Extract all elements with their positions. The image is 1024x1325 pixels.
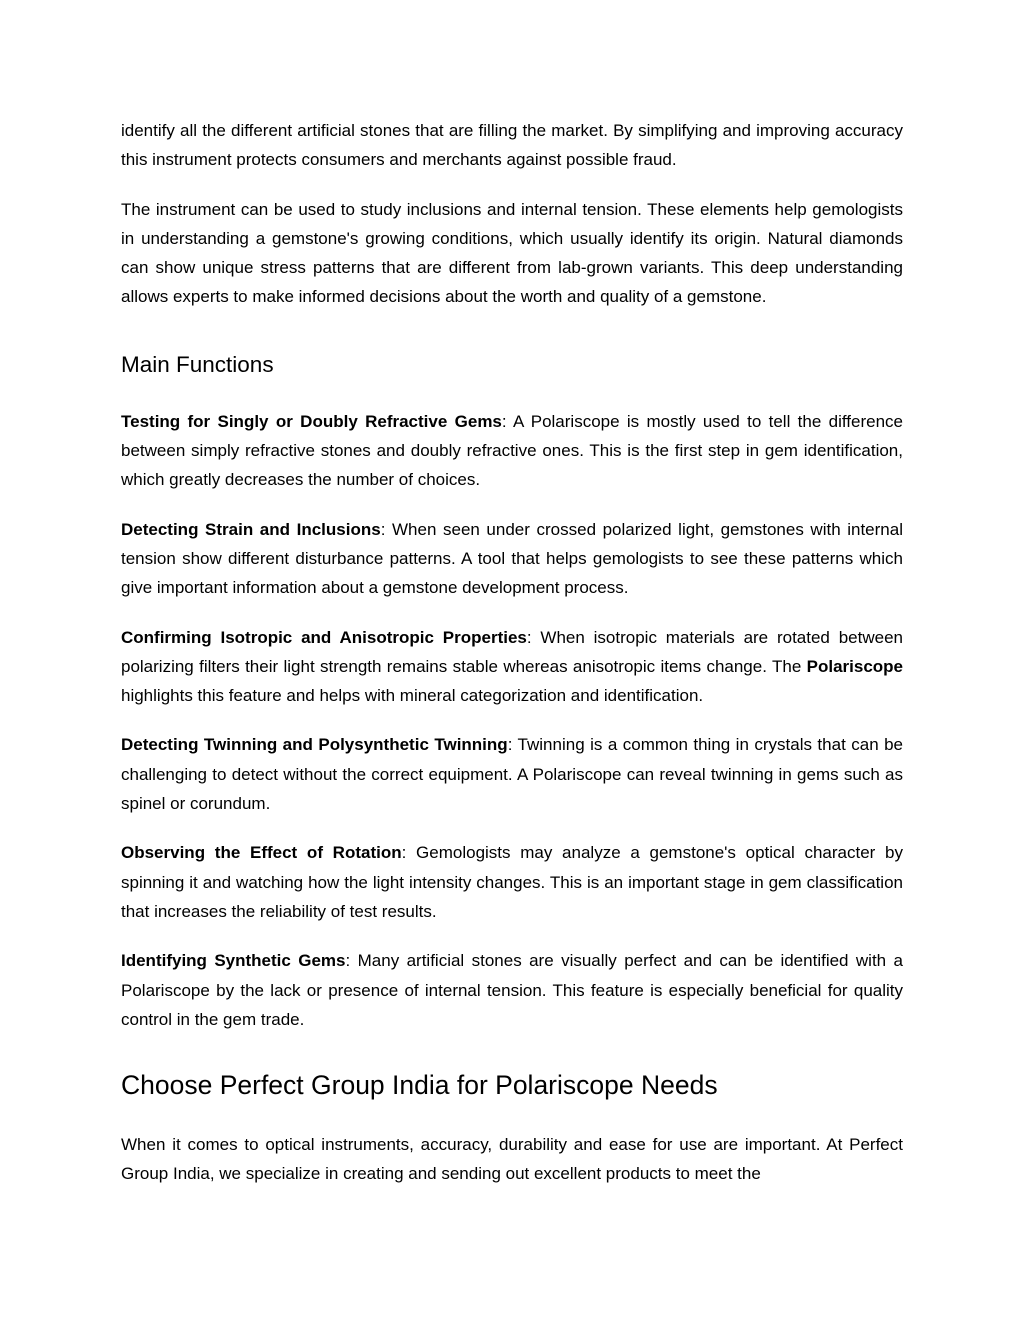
function-term: Confirming Isotropic and Anisotropic Properties: [121, 627, 527, 647]
function-item-rotation: [121, 838, 903, 926]
function-item-twinning: [121, 730, 903, 818]
main-functions-heading: Main Functions: [121, 351, 274, 377]
intro-paragraph-2: The instrument can be used to study inclusions and internal tension. These elements help gemologists in understanding a gemstone's growing conditions, which usually identify its origin. Natural diamonds can show unique stress patterns that are different from lab-grown variants. This deep understanding allows experts to make informed decisions about the worth and quality of a gemstone.: [121, 199, 903, 307]
choose-heading: Choose Perfect Group India for Polariscope Needs: [121, 1070, 718, 1101]
function-term: Testing for Singly or Doubly Refractive Gems: [121, 411, 502, 431]
function-item-singly-doubly: [121, 407, 903, 495]
function-item-strain-inclusions: [121, 515, 903, 603]
function-text: : When isotropic materials are rotated between polarizing filters their light strength remains stable whereas anisotropic items change. The: [121, 627, 903, 676]
function-item-synthetic: [121, 946, 903, 1034]
function-text: highlights this feature and helps with mineral categorization and identification.: [121, 686, 704, 706]
function-text: : Many artificial stones are visually perfect and can be identified with a Polariscope by the lack or presence of internal tension. This feature is especially beneficial for quality control in the gem trade.: [121, 951, 903, 1029]
document-page: [121, 116, 903, 1189]
polariscope-bold: Polariscope: [806, 656, 903, 676]
function-text: : Gemologists may analyze a gemstone's optical character by spinning it and watching how the light intensity changes. This is an important stage in gem classification that increases the reliability of test results.: [121, 843, 904, 921]
choose-paragraph-1: When it comes to optical instruments, accuracy, durability and ease for use are important. At Perfect Group India, we specialize in creating and sending out excellent products to meet the: [121, 1135, 903, 1184]
function-term: Detecting Twinning and Polysynthetic Twinning: [121, 735, 508, 755]
intro-paragraph-1: identify all the different artificial stones that are filling the market. By simplifying and improving accuracy this instrument protects consumers and merchants against possible fraud.: [121, 121, 903, 170]
function-term: Observing the Effect of Rotation: [121, 843, 402, 863]
function-text: : Twinning is a common thing in crystals that can be challenging to detect without the correct equipment. A Polariscope can reveal twinning in gems such as spinel or corundum.: [121, 735, 904, 814]
function-text: : When seen under crossed polarized light, gemstones with internal tension show different disturbance patterns. A tool that helps gemologists to see these patterns which give important information about a gemstone development process.: [121, 519, 903, 598]
function-term: Detecting Strain and Inclusions: [121, 519, 381, 539]
function-item-isotropic: [121, 623, 903, 711]
function-text: : A Polariscope is mostly used to tell the difference between simply refractive stones and doubly refractive ones. This is the first step in gem identification, which greatly decreases the number of choices.: [121, 411, 903, 490]
function-term: Identifying Synthetic Gems: [121, 951, 346, 971]
